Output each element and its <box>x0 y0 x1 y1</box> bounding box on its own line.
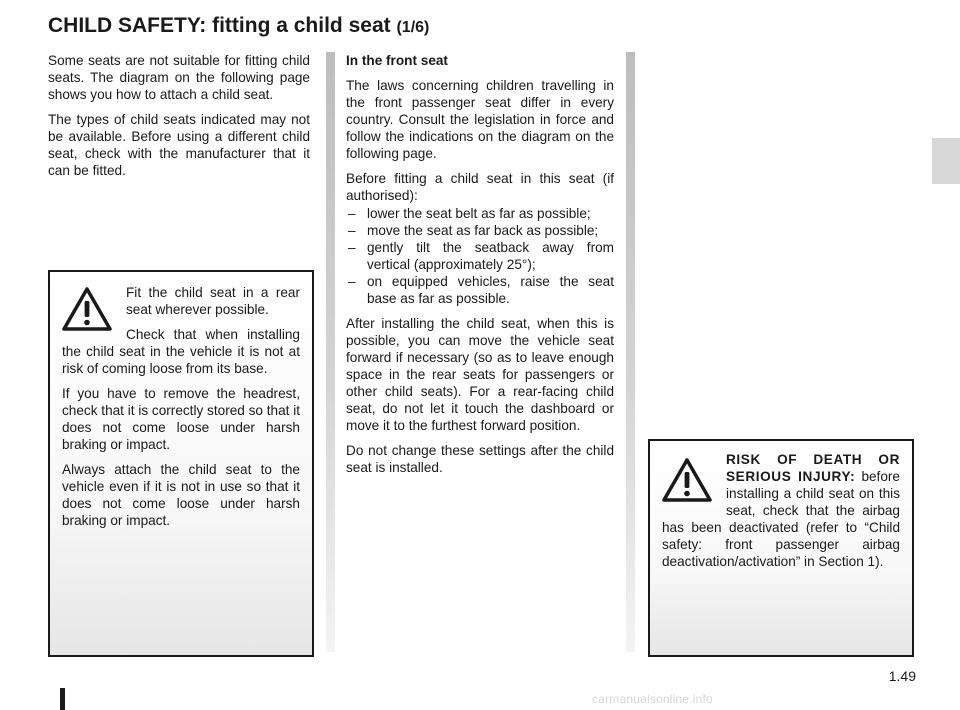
list-item: – gently tilt the seatback away from vertical (approximately 25°); <box>346 239 614 273</box>
warning-triangle-icon <box>662 457 712 503</box>
warning-triangle-icon <box>62 286 112 332</box>
left-column <box>48 52 310 187</box>
right-paragraph-3: After installing the child seat, when this is possible, you can move the vehicle seat forward if necessary (so as to leave enough space in the rear seats for passengers or other child seats). For a rear-facing child seat, do not let it touch the dashboard or move it to the furthest forward position. <box>346 316 614 433</box>
page-title-part-indicator: (1/6) <box>396 19 430 36</box>
list-item: – on equipped vehicles, raise the seat base as far as possible. <box>346 273 614 307</box>
right-column <box>346 52 614 484</box>
watermark: carmanualsonline.info <box>592 692 713 706</box>
warning-1-paragraph-1: Fit the child seat in a rear seat wherever possible. <box>126 285 300 317</box>
right-paragraph-1: The laws concerning children travelling in the front passenger seat differ in every country. Consult the legislation in force and follow the indications on the diagram on the following page. <box>346 78 614 161</box>
warning-box-airbag <box>648 439 914 657</box>
airbag-warning-text: before installing a child seat on this seat, check that the airbag has been deactivated (refer to “Child safety: front passenger airbag deactivation/activation” in Section 1). <box>662 469 900 569</box>
page-number: 1.49 <box>888 668 916 684</box>
page-title-text: CHILD SAFETY: fitting a child seat <box>48 14 391 37</box>
list-item: – move the seat as far back as possible; <box>346 222 614 239</box>
column-divider-right <box>626 52 635 652</box>
front-seat-steps-list <box>346 205 614 307</box>
column-divider-left <box>326 52 335 652</box>
left-paragraph-2: The types of child seats indicated may not be available. Before using a different child seat, check with the manufacturer that it can be fitted. <box>48 112 310 178</box>
page-title <box>48 14 429 38</box>
warning-1-paragraph-4: Always attach the child seat to the vehicle even if it is not in use so that it does not come loose under harsh braking or impact. <box>62 462 300 528</box>
right-paragraph-2: Before fitting a child seat in this seat (if authorised): <box>346 171 614 203</box>
corner-bar <box>60 688 65 710</box>
warning-box-rear-seat <box>48 270 314 657</box>
warning-1-paragraph-3: If you have to remove the headrest, check that it is correctly stored so that it does not come loose under harsh braking or impact. <box>62 386 300 452</box>
left-paragraph-1: Some seats are not suitable for fitting child seats. The diagram on the following page shows you how to attach a child seat. <box>48 53 310 102</box>
section-tab-marker <box>932 138 960 184</box>
right-paragraph-4: Do not change these settings after the child seat is installed. <box>346 443 614 475</box>
front-seat-heading: In the front seat <box>346 53 448 68</box>
warning-1-paragraph-2: Check that when installing the child seat in the vehicle it is not at risk of coming loose from its base. <box>62 327 300 376</box>
airbag-warning-lead: RISK OF DEATH OR SERIOUS INJURY: <box>726 452 900 484</box>
list-item: – lower the seat belt as far as possible; <box>346 205 614 222</box>
